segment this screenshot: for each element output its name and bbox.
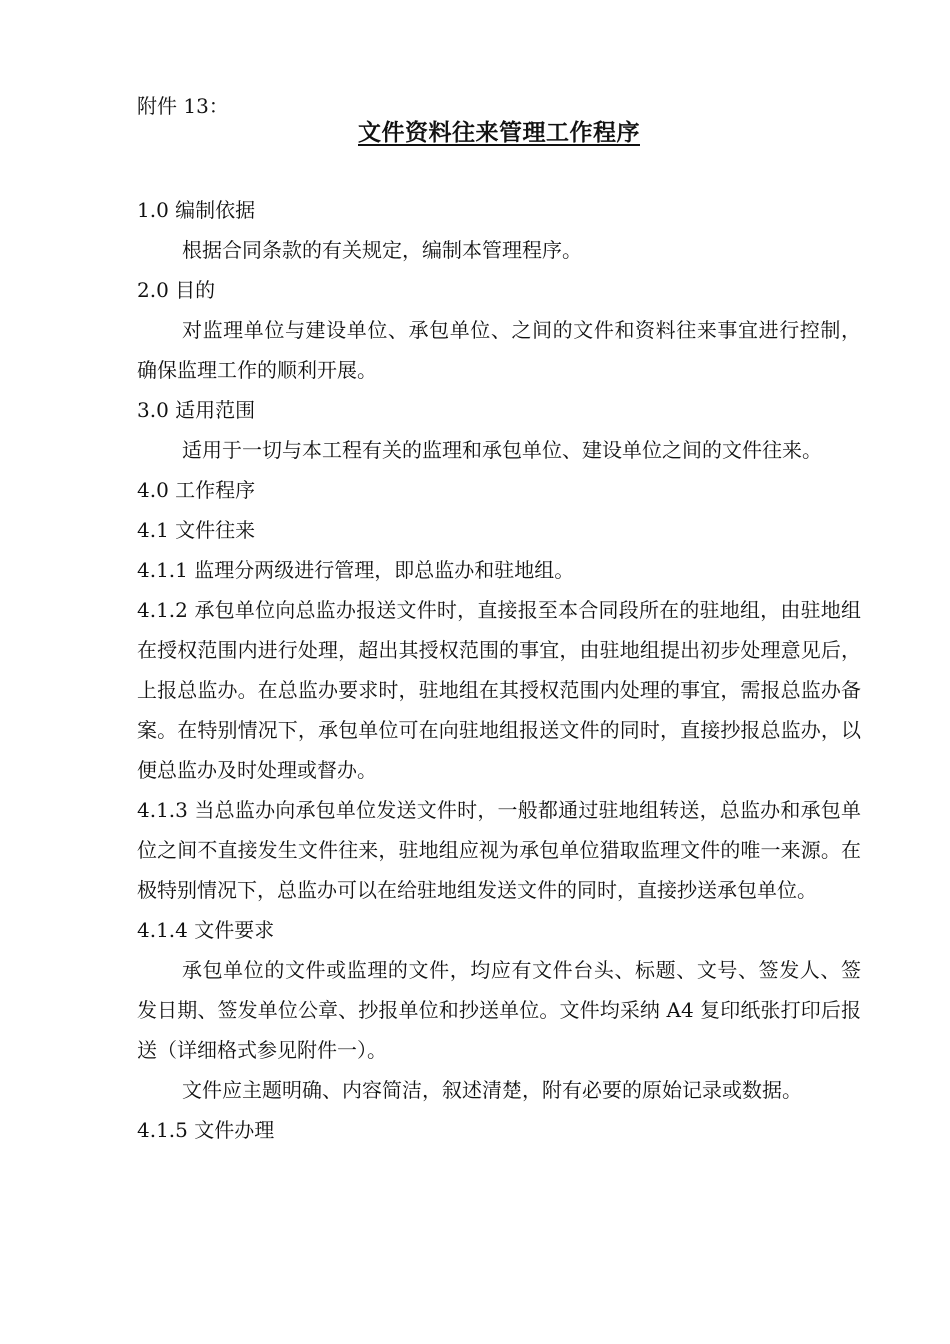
section-heading-4-1-5: 4.1.5 文件办理	[137, 1118, 275, 1142]
clause-4-1-3: 4.1.3 当总监办向承包单位发送文件时，一般都通过驻地组转送，总监办和承包单位之间不直接发生文件往来，驻地组应视为承包单位猎取监理文件的唯一来源。在极特别情况下，总监办可以在给驻地组发送文件的同时，直接抄送承包单位。	[137, 798, 861, 902]
section-heading-1-0: 1.0 编制依据	[137, 198, 256, 222]
document-title: 文件资料往来管理工作程序	[358, 119, 640, 146]
clause-4-1-2: 4.1.2 承包单位向总监办报送文件时，直接报至本合同段所在的驻地组，由驻地组在授权范围内进行处理，超出其授权范围的事宜，由驻地组提出初步处理意见后，上报总监办。在总监办要求时，驻地组在其授权范围内处理的事宜，需报总监办备案。在特别情况下，承包单位可在向驻地组报送文件的同时，直接抄报总监办，以便总监办及时处理或督办。	[137, 598, 861, 782]
attachment-label: 附件 13：	[137, 94, 229, 118]
section-heading-4-1: 4.1 文件往来	[137, 518, 256, 542]
document-body	[137, 190, 861, 1150]
section-heading-4-1-4: 4.1.4 文件要求	[137, 918, 275, 942]
section-heading-3-0: 3.0 适用范围	[137, 398, 256, 422]
section-heading-4-0: 4.0 工作程序	[137, 478, 256, 502]
paragraph-file-requirements: 承包单位的文件或监理的文件，均应有文件台头、标题、文号、签发人、签发日期、签发单位公章、抄报单位和抄送单位。文件均采纳 A4 复印纸张打印后报送（详细格式参见附件一）。	[137, 958, 861, 1062]
paragraph-file-content: 文件应主题明确、内容简洁，叙述清楚，附有必要的原始记录或数据。	[182, 1078, 802, 1102]
section-heading-2-0: 2.0 目的	[137, 278, 216, 302]
paragraph-scope: 适用于一切与本工程有关的监理和承包单位、建设单位之间的文件往来。	[182, 438, 822, 462]
paragraph-basis: 根据合同条款的有关规定，编制本管理程序。	[182, 238, 582, 262]
paragraph-purpose: 对监理单位与建设单位、承包单位、之间的文件和资料往来事宜进行控制，确保监理工作的顺利开展。	[137, 318, 861, 382]
clause-4-1-1: 4.1.1 监理分两级进行管理，即总监办和驻地组。	[137, 558, 575, 582]
